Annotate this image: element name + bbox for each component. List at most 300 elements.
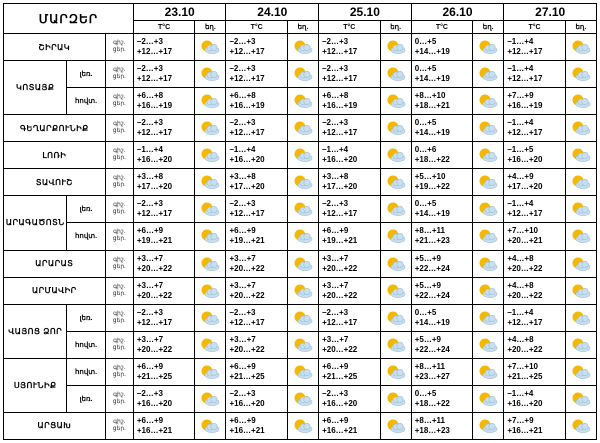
night-label: գիշ. (113, 283, 126, 290)
temperature-cell (411, 61, 472, 88)
day-temp: +16…+21 (229, 425, 265, 435)
region-row (4, 331, 597, 358)
weather-header: եղ. (195, 21, 226, 34)
day-temp: +12…+17 (322, 74, 358, 84)
sun-behind-cloud-icon (195, 201, 225, 217)
day-label: ցեր. (112, 128, 126, 135)
temperature-cell (133, 412, 194, 439)
day-temp: +23…+27 (414, 371, 450, 381)
night-temp: +6…+9 (322, 226, 349, 236)
sun-behind-cloud-icon (381, 310, 411, 326)
weather-cell (565, 250, 596, 277)
day-temp: +20…+22 (507, 344, 543, 354)
day-temp: +14…+19 (414, 128, 450, 138)
day-temp: +20…+22 (322, 344, 358, 354)
weather-cell (287, 223, 318, 250)
time-labels (105, 88, 133, 115)
weather-cell (565, 358, 596, 385)
sun-behind-cloud-icon (195, 120, 225, 136)
night-temp: –1…+4 (507, 118, 534, 128)
temperature-cell (411, 277, 472, 304)
day-temp: +12…+17 (136, 209, 173, 219)
sun-behind-cloud-icon (566, 201, 596, 217)
night-temp: –2…+3 (229, 388, 256, 398)
temperature-cell (504, 304, 565, 331)
sun-behind-cloud-icon (195, 256, 225, 272)
day-temp: +12…+17 (507, 209, 543, 219)
sun-behind-cloud-icon (381, 93, 411, 109)
time-labels (105, 412, 133, 439)
sun-behind-cloud-icon (195, 66, 225, 82)
night-temp: +7…+10 (507, 226, 539, 236)
day-temp: +20…+22 (229, 290, 265, 300)
temp-unit-header: T°C (319, 21, 380, 34)
region-row (4, 277, 597, 304)
weather-cell (473, 61, 504, 88)
region-name: ԱՐԱԳԱԾՈՏՆ (4, 196, 67, 250)
region-name: ԱՐՄԱՎԻՐ (4, 277, 106, 304)
night-temp: –1…+4 (507, 388, 534, 398)
region-row (4, 61, 597, 88)
weather-cell (287, 169, 318, 196)
night-temp: +8…+11 (414, 226, 445, 236)
night-temp: +8…+11 (414, 361, 445, 371)
day-temp: +17…+20 (136, 182, 173, 192)
temperature-cell (319, 34, 380, 61)
sun-behind-cloud-icon (381, 228, 411, 244)
day-temp: +12…+17 (136, 128, 173, 138)
day-label: ցեր. (112, 155, 126, 162)
sun-behind-cloud-icon (381, 39, 411, 55)
sun-behind-cloud-icon (473, 228, 503, 244)
day-temp: +16…+20 (136, 155, 173, 165)
time-labels (105, 385, 133, 412)
weather-cell (565, 34, 596, 61)
weather-cell (195, 34, 226, 61)
temperature-cell (319, 412, 380, 439)
weather-cell (195, 169, 226, 196)
region-row (4, 115, 597, 142)
night-temp: –1…+4 (507, 64, 534, 74)
weather-cell (287, 88, 318, 115)
region-name: ՎԱՅՈՑ ՁՈՐ (4, 304, 67, 358)
sun-behind-cloud-icon (473, 418, 503, 434)
weather-cell (195, 358, 226, 385)
region-row (4, 196, 597, 223)
night-temp: +3…+7 (322, 334, 349, 344)
night-temp: +7…+9 (507, 415, 534, 425)
night-temp: +7…+9 (507, 91, 534, 101)
night-label: գիշ. (113, 418, 126, 425)
zone-label: լեռ. (67, 304, 105, 331)
sun-behind-cloud-icon (566, 228, 596, 244)
time-labels (105, 61, 133, 88)
night-temp: –2…+3 (229, 37, 256, 47)
day-temp: +19…+21 (136, 236, 173, 246)
night-temp: +4…+9 (507, 172, 534, 182)
sun-behind-cloud-icon (195, 418, 225, 434)
weather-cell (565, 412, 596, 439)
weather-cell (195, 61, 226, 88)
temperature-cell (133, 277, 194, 304)
weather-cell (565, 88, 596, 115)
day-label: ցեր. (112, 101, 126, 108)
day-temp: +20…+22 (507, 263, 543, 273)
weather-cell (565, 142, 596, 169)
zone-label: հովտ. (67, 88, 105, 115)
night-label: գիշ. (113, 364, 126, 371)
day-label: ցեր. (112, 47, 126, 54)
day-temp: +16…+20 (136, 398, 173, 408)
night-temp: +4…+8 (507, 334, 534, 344)
weather-cell (380, 304, 411, 331)
day-temp: +16…+19 (136, 101, 173, 111)
night-label: գիշ. (113, 67, 126, 74)
weather-cell (195, 115, 226, 142)
day-temp: +20…+22 (136, 344, 173, 354)
day-temp: +12…+17 (322, 317, 358, 327)
temperature-cell (319, 331, 380, 358)
day-temp: +18…+23 (414, 425, 450, 435)
weather-cell (473, 277, 504, 304)
temperature-cell (226, 250, 287, 277)
night-temp: –1…+4 (507, 37, 534, 47)
night-temp: +3…+7 (322, 280, 349, 290)
temperature-cell (504, 196, 565, 223)
weather-cell (565, 115, 596, 142)
region-name: ՇԻՐԱԿ (4, 34, 106, 61)
sun-behind-cloud-icon (195, 93, 225, 109)
day-temp: +20…+22 (507, 290, 543, 300)
sun-behind-cloud-icon (195, 283, 225, 299)
day-temp: +12…+17 (229, 128, 265, 138)
region-row (4, 304, 597, 331)
temperature-cell (133, 385, 194, 412)
night-temp: 0…+5 (414, 388, 437, 398)
weather-cell (565, 169, 596, 196)
sun-behind-cloud-icon (288, 147, 318, 163)
temperature-cell (226, 331, 287, 358)
night-temp: +5…+10 (414, 172, 446, 182)
night-label: գիշ. (113, 148, 126, 155)
temperature-cell (504, 385, 565, 412)
zone-label: հովտ. (67, 331, 105, 358)
temperature-cell (133, 250, 194, 277)
time-labels (105, 223, 133, 250)
temperature-cell (411, 142, 472, 169)
night-temp: +4…+8 (507, 253, 534, 263)
day-label: ցեր. (112, 290, 126, 297)
night-temp: –2…+3 (136, 388, 163, 398)
weather-cell (380, 61, 411, 88)
weather-header: եղ. (287, 21, 318, 34)
weather-cell (565, 331, 596, 358)
temperature-cell (411, 331, 472, 358)
day-temp: +21…+23 (414, 236, 450, 246)
weather-cell (287, 142, 318, 169)
weather-cell (473, 34, 504, 61)
temperature-cell (226, 34, 287, 61)
region-row (4, 223, 597, 250)
sun-behind-cloud-icon (566, 310, 596, 326)
weather-cell (565, 385, 596, 412)
night-label: գիշ. (113, 121, 126, 128)
night-temp: –2…+3 (136, 64, 163, 74)
temp-unit-header: T°C (226, 21, 287, 34)
day-label: ցեր. (112, 182, 126, 189)
weather-cell (287, 304, 318, 331)
temperature-cell (504, 142, 565, 169)
temperature-cell (504, 169, 565, 196)
night-temp: –2…+3 (322, 199, 349, 209)
temperature-cell (133, 331, 194, 358)
sun-behind-cloud-icon (566, 364, 596, 380)
night-temp: –2…+3 (229, 199, 256, 209)
day-temp: +16…+19 (322, 101, 358, 111)
temperature-cell (504, 88, 565, 115)
sun-behind-cloud-icon (195, 364, 225, 380)
night-temp: +3…+8 (229, 172, 256, 182)
weather-cell (473, 88, 504, 115)
sun-behind-cloud-icon (381, 174, 411, 190)
night-temp: +6…+9 (136, 415, 164, 425)
sun-behind-cloud-icon (288, 418, 318, 434)
region-name: ԼՈՌԻ (4, 142, 106, 169)
sun-behind-cloud-icon (195, 337, 225, 353)
temperature-cell (319, 223, 380, 250)
weather-cell (473, 412, 504, 439)
day-label: ցեր. (112, 371, 126, 378)
sun-behind-cloud-icon (381, 66, 411, 82)
temperature-cell (411, 385, 472, 412)
day-temp: +12…+17 (507, 128, 543, 138)
temperature-cell (319, 61, 380, 88)
night-temp: +8…+10 (414, 91, 446, 101)
weather-cell (195, 331, 226, 358)
night-label: գիշ. (113, 310, 126, 317)
sun-behind-cloud-icon (288, 39, 318, 55)
night-temp: 0…+5 (414, 64, 437, 74)
temperature-cell (411, 34, 472, 61)
night-label: գիշ. (113, 391, 126, 398)
sun-behind-cloud-icon (288, 364, 318, 380)
temperature-cell (319, 277, 380, 304)
sun-behind-cloud-icon (473, 147, 503, 163)
night-label: գիշ. (113, 175, 126, 182)
day-label: ցեր. (112, 344, 126, 351)
night-temp: –1…+4 (229, 145, 256, 155)
temperature-cell (319, 88, 380, 115)
day-temp: +14…+19 (414, 47, 450, 57)
weather-cell (565, 277, 596, 304)
night-temp: +7…+10 (507, 361, 539, 371)
night-temp: +5…+9 (414, 334, 441, 344)
sun-behind-cloud-icon (288, 310, 318, 326)
night-temp: –2…+3 (136, 118, 163, 128)
temperature-cell (226, 88, 287, 115)
weather-cell (287, 196, 318, 223)
day-label: ցեր. (112, 236, 126, 243)
sun-behind-cloud-icon (195, 39, 225, 55)
night-label: գիշ. (113, 229, 126, 236)
temperature-cell (226, 169, 287, 196)
region-row (4, 169, 597, 196)
temperature-cell (226, 142, 287, 169)
weather-cell (473, 385, 504, 412)
weather-cell (195, 142, 226, 169)
weather-cell (380, 331, 411, 358)
region-name: ՍՅՈՒՆԻՔ (4, 358, 67, 412)
time-labels (105, 358, 133, 385)
temperature-cell (133, 34, 194, 61)
weather-cell (473, 250, 504, 277)
weather-cell (473, 115, 504, 142)
temp-unit-header: T°C (411, 21, 472, 34)
day-temp: +19…+21 (322, 236, 358, 246)
day-temp: +22…+24 (414, 290, 450, 300)
weather-cell (380, 277, 411, 304)
sun-behind-cloud-icon (381, 418, 411, 434)
temperature-cell (319, 142, 380, 169)
night-temp: +6…+9 (229, 361, 256, 371)
temperature-cell (411, 169, 472, 196)
day-temp: +16…+20 (322, 155, 358, 165)
night-temp: 0…+6 (414, 145, 437, 155)
temperature-cell (226, 304, 287, 331)
sun-behind-cloud-icon (195, 174, 225, 190)
time-labels (105, 196, 133, 223)
night-temp: 0…+5 (414, 118, 437, 128)
time-labels (105, 331, 133, 358)
sun-behind-cloud-icon (381, 256, 411, 272)
night-temp: +6…+9 (136, 226, 164, 236)
weather-header: եղ. (380, 21, 411, 34)
weather-cell (195, 304, 226, 331)
weather-cell (380, 385, 411, 412)
night-temp: –1…+5 (507, 145, 534, 155)
weather-cell (380, 115, 411, 142)
night-temp: –1…+4 (322, 145, 349, 155)
sun-behind-cloud-icon (288, 66, 318, 82)
sun-behind-cloud-icon (288, 283, 318, 299)
sun-behind-cloud-icon (381, 364, 411, 380)
day-temp: +16…+20 (507, 398, 543, 408)
night-temp: +3…+8 (322, 172, 349, 182)
day-temp: +12…+17 (322, 128, 358, 138)
temperature-cell (226, 223, 287, 250)
day-label: ցեր. (112, 425, 126, 432)
day-label: ցեր. (112, 74, 126, 81)
day-temp: +12…+17 (507, 74, 543, 84)
night-temp: –1…+4 (136, 145, 163, 155)
night-temp: +5…+9 (414, 253, 441, 263)
sun-behind-cloud-icon (473, 391, 503, 407)
weather-cell (380, 250, 411, 277)
sun-behind-cloud-icon (288, 391, 318, 407)
zone-label: լեռ. (67, 196, 105, 223)
temperature-cell (411, 115, 472, 142)
night-temp: –2…+3 (229, 307, 256, 317)
weather-cell (565, 304, 596, 331)
night-temp: +3…+7 (229, 280, 256, 290)
night-temp: –2…+3 (229, 64, 256, 74)
temperature-cell (226, 358, 287, 385)
temperature-cell (504, 331, 565, 358)
night-temp: +6…+9 (322, 415, 349, 425)
night-temp: –2…+3 (322, 64, 349, 74)
night-label: գիշ. (113, 256, 126, 263)
temperature-cell (226, 412, 287, 439)
night-temp: –2…+3 (322, 37, 349, 47)
night-temp: +6…+8 (322, 91, 349, 101)
region-row (4, 88, 597, 115)
sun-behind-cloud-icon (288, 120, 318, 136)
day-temp: +21…+25 (136, 371, 173, 381)
weather-cell (380, 223, 411, 250)
sun-behind-cloud-icon (381, 201, 411, 217)
sun-behind-cloud-icon (381, 391, 411, 407)
day-temp: +12…+17 (229, 209, 265, 219)
temperature-cell (226, 385, 287, 412)
sun-behind-cloud-icon (473, 201, 503, 217)
night-temp: 0…+5 (414, 37, 437, 47)
day-temp: +17…+20 (229, 182, 265, 192)
sun-behind-cloud-icon (195, 391, 225, 407)
temperature-cell (133, 304, 194, 331)
weather-cell (287, 61, 318, 88)
weather-cell (473, 304, 504, 331)
sun-behind-cloud-icon (473, 93, 503, 109)
temperature-cell (411, 223, 472, 250)
night-temp: –1…+4 (507, 199, 534, 209)
sun-behind-cloud-icon (566, 256, 596, 272)
sun-behind-cloud-icon (381, 120, 411, 136)
temperature-cell (319, 358, 380, 385)
weather-cell (565, 196, 596, 223)
night-temp: +6…+9 (322, 361, 349, 371)
weather-cell (287, 115, 318, 142)
night-temp: +3…+7 (136, 280, 164, 290)
day-temp: +12…+17 (229, 317, 265, 327)
temperature-cell (411, 412, 472, 439)
day-temp: +20…+22 (229, 344, 265, 354)
temperature-cell (411, 304, 472, 331)
night-temp: +6…+8 (229, 91, 256, 101)
region-name: ԳԵՂԱՐՔՈՒՆԻՔ (4, 115, 106, 142)
sun-behind-cloud-icon (473, 364, 503, 380)
day-temp: +16…+21 (507, 425, 543, 435)
time-labels (105, 250, 133, 277)
weather-cell (380, 142, 411, 169)
day-temp: +20…+22 (229, 263, 265, 273)
sun-behind-cloud-icon (566, 66, 596, 82)
time-labels (105, 142, 133, 169)
day-temp: +22…+24 (414, 263, 450, 273)
region-name: ԱՐԱՐԱՏ (4, 250, 106, 277)
day-temp: +21…+25 (229, 371, 265, 381)
day-label: ցեր. (112, 398, 126, 405)
temperature-cell (226, 196, 287, 223)
night-temp: –2…+3 (229, 118, 256, 128)
weather-cell (287, 331, 318, 358)
weather-cell (380, 358, 411, 385)
date-header: 27.10 (504, 4, 597, 21)
day-temp: +16…+20 (507, 155, 543, 165)
weather-cell (473, 196, 504, 223)
day-temp: +16…+21 (322, 425, 358, 435)
day-temp: +12…+17 (507, 317, 543, 327)
temperature-cell (411, 88, 472, 115)
